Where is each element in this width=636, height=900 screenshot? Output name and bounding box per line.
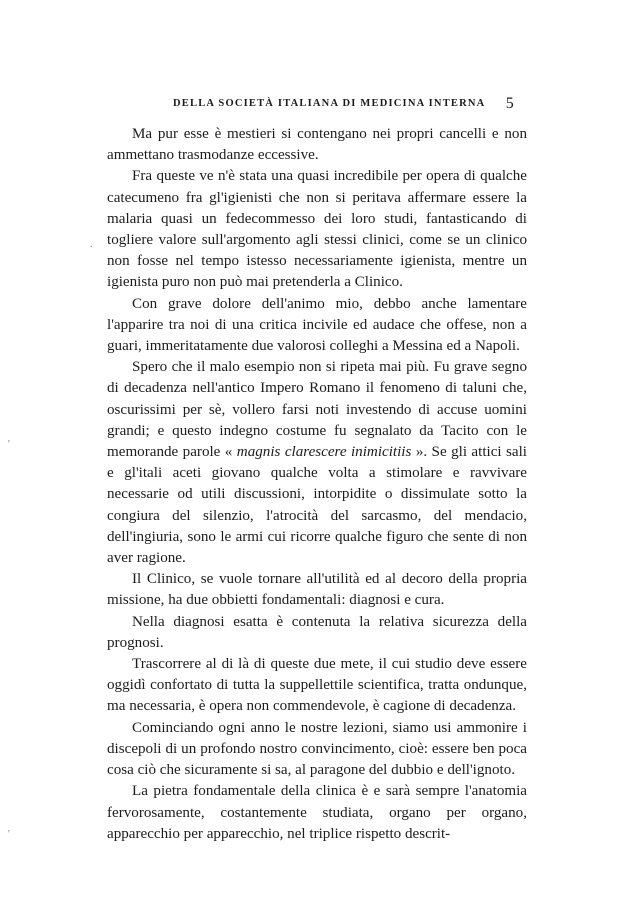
paragraph: Cominciando ogni anno le nostre lezioni, siamo usi ammonire i discepoli di un profondo nostro convincimento, cioè: essere ben poca cosa ciò che sicuramente si sa, al paragone del dubbio e dell'ignoto. bbox=[107, 719, 527, 779]
paragraph: Ma pur esse è mestieri si contengano nei propri cancelli e non ammettano trasmodanze eccessive. bbox=[107, 126, 527, 164]
body-text bbox=[107, 124, 527, 845]
running-head-title: DELLA SOCIETÀ ITALIANA DI MEDICINA INTERNA bbox=[173, 98, 486, 109]
margin-speck: . bbox=[90, 239, 93, 250]
paragraph bbox=[107, 357, 527, 569]
paragraph: Fra queste ve n'è stata una quasi incredibile per opera di qualche catecumeno fra gl'igienisti che non si peritava affermare essere la malaria quasi un fedecommesso dei loro studi, fantasticando di togliere valore sull'argomento agli stessi clinici, come se un clinico non fosse nel tempo istesso necessariamente igienista, mentre un igienista puro non può mai pretenderla a Clinico. bbox=[107, 168, 527, 291]
paragraph: Trascorrere al di là di queste due mete, il cui studio deve essere oggidì confortato di tutta la suppellettile scientifica, tratta ondunque, ma necessaria, è opera non commendevole, è cagione di decadenza. bbox=[107, 656, 527, 715]
latin-quote: magnis clarescere inimicitiis bbox=[236, 444, 412, 461]
margin-speck: ' bbox=[8, 829, 10, 840]
paragraph: La pietra fondamentale della clinica è e sarà sempre l'anatomia fervorosamente, costantemente studiata, organo per organo, apparecchio per apparecchio, nel triplice rispetto descrit- bbox=[107, 783, 527, 842]
running-head bbox=[165, 95, 525, 115]
margin-speck: ' bbox=[8, 439, 10, 450]
paragraph: Il Clinico, se vuole tornare all'utilità ed al decoro della propria missione, ha due obbietti fondamentali: diagnosi e cura. bbox=[107, 571, 527, 609]
paragraph: Con grave dolore dell'animo mio, debbo anche lamentare l'apparire tra noi di una critica incivile ed audace che offese, non a guari, immeritatamente due valorosi colleghi a Messina ed a Napoli. bbox=[107, 295, 527, 355]
paragraph-text: Spero che il malo esempio non si ripeta mai più. Fu grave segno di decadenza nell'antico Impero Romano il fenomeno di taluni che, oscurissimi per sè, vollero farsi noti investendo di accuse uomini grandi; e questo indegno costume fu segnalato da Tacito con le memorande parole « bbox=[107, 359, 527, 461]
paragraph: Nella diagnosi esatta è contenuta la relativa sicurezza della prognosi. bbox=[107, 613, 527, 651]
page-number: 5 bbox=[505, 95, 515, 112]
paragraph-text: ». Se gli attici sali e gl'itali aceti giovano qualche volta a stimolare e ravvivare necessarie od utili discussioni, intorpidite o dissimulate sotto la congiura del silenzio, l'atrocità del sarcasmo, del mendacio, dell'ingiuria, sono le armi cui ricorre qualche figuro che sente di non aver ragione. bbox=[107, 444, 527, 567]
